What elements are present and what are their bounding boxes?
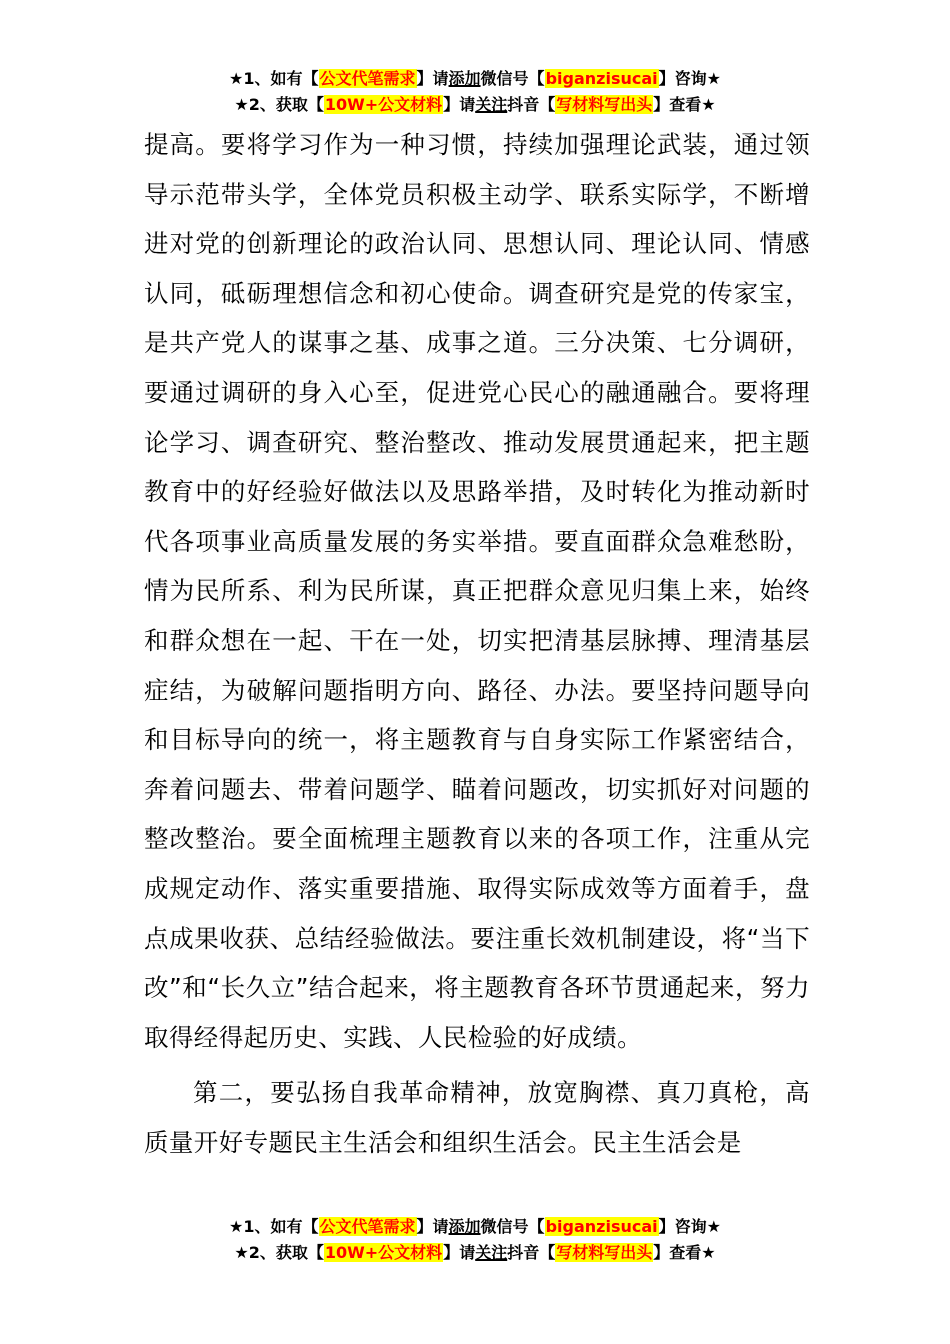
banner-text: ★1、如有【 [229,1217,319,1236]
highlight-douyin-account: 写材料写出头 [556,95,653,114]
highlight-materials: 10W+公文材料 [324,1243,443,1262]
banner-text: 】咨询★ [658,1217,721,1236]
footer-banner [0,1214,950,1266]
banner-line-1 [0,66,950,92]
banner-text: 抖音【 [507,1243,556,1262]
highlight-douyin-account: 写材料写出头 [556,1243,653,1262]
banner-text: 】请 [443,1243,476,1262]
banner-text: ★2、获取【 [234,95,324,114]
highlight-wechat-id: biganzisucai [545,69,658,88]
banner-text: 微信号【 [480,1217,545,1236]
document-body [144,120,810,1167]
banner-text: 】查看★ [653,1243,716,1262]
banner-line-2 [0,1240,950,1266]
banner-text: 】请 [443,95,476,114]
emphasis-follow: 关注 [475,95,508,114]
highlight-ghostwriting: 公文代笔需求 [319,1217,416,1236]
banner-text: 】请 [416,1217,449,1236]
banner-text: ★1、如有【 [229,69,319,88]
banner-text: 】请 [416,69,449,88]
emphasis-add: 添加 [448,69,481,88]
paragraph-1: 提高。要将学习作为一种习惯，持续加强理论武装，通过领导示范带头学，全体党员积极主动学、联系实际学，不断增进对党的创新理论的政治认同、思想认同、理论认同、情感认同，砥砺理想信念和初心使命。调查研究是党的传家宝，是共产党人的谋事之基、成事之道。三分决策、七分调研，要通过调研的身入心至，促进党心民心的融通融合。要将理论学习、调查研究、整治整改、推动发展贯通起来，把主题教育中的好经验好做法以及思路举措，及时转化为推动新时代各项事业高质量发展的务实举措。要直面群众急难愁盼，情为民所系、利为民所谋，真正把群众意见归集上来，始终和群众想在一起、干在一处，切实把清基层脉搏、理清基层症结，为破解问题指明方向、路径、办法。要坚持问题导向和目标导向的统一，将主题教育与自身实际工作紧密结合，奔着问题去、带着问题学、瞄着问题改，切实抓好对问题的整改整治。要全面梳理主题教育以来的各项工作，注重从完成规定动作、落实重要措施、取得实际成效等方面着手，盘点成果收获、总结经验做法。要注重长效机制建设，将“当下改”和“长久立”结合起来，将主题教育各环节贯通起来，努力取得经得起历史、实践、人民检验的好成绩。 [144,130,810,1052]
emphasis-add: 添加 [448,1217,481,1236]
banner-text: 】咨询★ [658,69,721,88]
banner-text: 抖音【 [507,95,556,114]
highlight-ghostwriting: 公文代笔需求 [319,69,416,88]
banner-text: ★2、获取【 [234,1243,324,1262]
emphasis-follow: 关注 [475,1243,508,1262]
banner-text: 微信号【 [480,69,545,88]
banner-line-2 [0,92,950,118]
banner-line-1 [0,1214,950,1240]
highlight-materials: 10W+公文材料 [324,95,443,114]
highlight-wechat-id: biganzisucai [545,1217,658,1236]
header-banner [0,66,950,118]
banner-text: 】查看★ [653,95,716,114]
paragraph-2: 第二，要弘扬自我革命精神，放宽胸襟、真刀真枪，高质量开好专题民主生活会和组织生活会。民主生活会是 [144,1078,810,1157]
